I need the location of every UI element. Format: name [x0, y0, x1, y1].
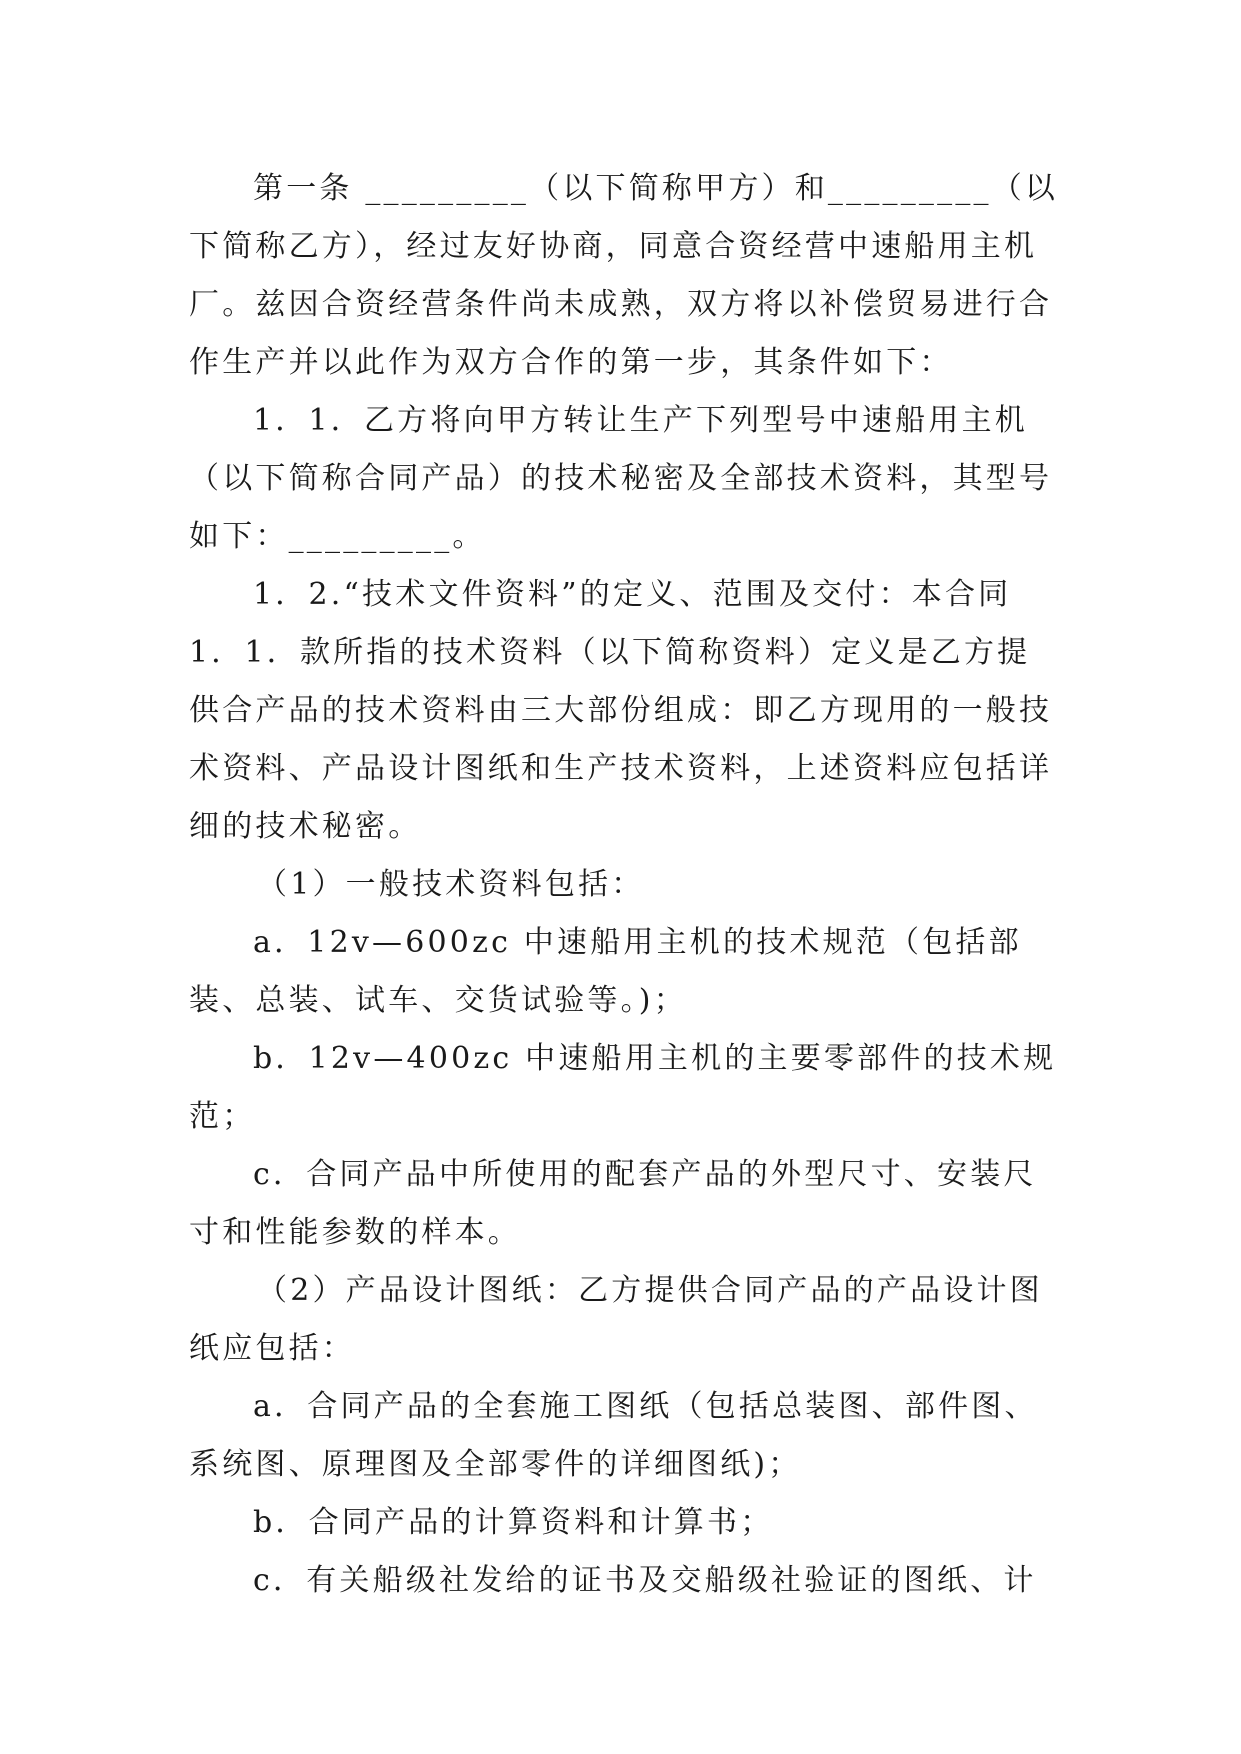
- paragraph-article-1: 第一条 _________（以下简称甲方）和_________（以下简称乙方），经过友好协商，同意合资经营中速船用主机厂。兹因合资经营条件尚未成熟，双方将以补偿贸易进行合作生产并以此作为双方合作的第一步，其条件如下：: [189, 171, 1059, 380]
- paragraph-design-drawings: （2）产品设计图纸：乙方提供合同产品的产品设计图纸应包括：: [189, 1273, 1043, 1366]
- paragraph-item-c-2: c．有关船级社发给的证书及交船级社验证的图纸、计: [253, 1563, 1037, 1598]
- paragraph-item-a-2: a．合同产品的全套施工图纸（包括总装图、部件图、系统图、原理图及全部零件的详细图纸)；: [189, 1389, 1038, 1482]
- paragraph-1-1: 1．1．乙方将向甲方转让生产下列型号中速船用主机（以下简称合同产品）的技术秘密及全部技术资料，其型号如下：_________。: [189, 403, 1053, 554]
- paragraph-item-a-1: a．12v—600zc 中速船用主机的技术规范（包括部装、总装、试车、交货试验等。)；: [189, 925, 1022, 1018]
- paragraph-item-b-2: b．合同产品的计算资料和计算书；: [253, 1505, 774, 1540]
- document-body: [189, 160, 1059, 1610]
- paragraph-item-b-1: b．12v—400zc 中速船用主机的主要零部件的技术规范；: [189, 1041, 1057, 1134]
- paragraph-1-2: 1．2.“技术文件资料”的定义、范围及交付：本合同1．1．款所指的技术资料（以下简称资料）定义是乙方提供合产品的技术资料由三大部份组成：即乙方现用的一般技术资料、产品设计图纸和生产技术资料，上述资料应包括详细的技术秘密。: [189, 577, 1053, 844]
- paragraph-general-docs: （1）一般技术资料包括：: [257, 867, 645, 902]
- paragraph-item-c-1: c．合同产品中所使用的配套产品的外型尺寸、安装尺寸和性能参数的样本。: [189, 1157, 1037, 1250]
